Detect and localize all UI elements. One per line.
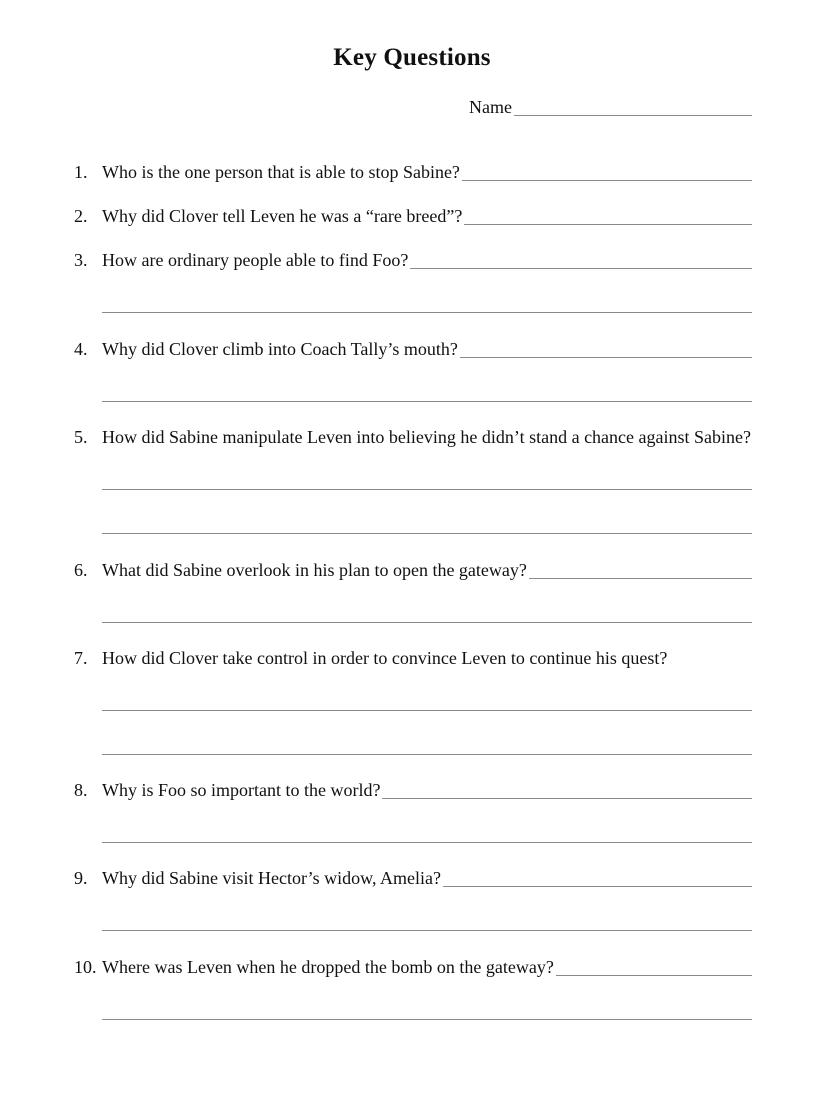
- answer-line[interactable]: [102, 842, 752, 843]
- question-10: [74, 956, 752, 978]
- question-number: 10.: [74, 957, 97, 977]
- question-9: [74, 867, 752, 889]
- question-4: [74, 338, 752, 360]
- answer-line[interactable]: [556, 975, 752, 976]
- question-7: [74, 647, 752, 669]
- answer-line[interactable]: [102, 930, 752, 931]
- question-number: 1.: [74, 162, 88, 182]
- answer-line[interactable]: [102, 489, 752, 490]
- question-text: How did Clover take control in order to convince Leven to continue his quest?: [102, 648, 668, 668]
- answer-line[interactable]: [102, 754, 752, 755]
- question-number: 7.: [74, 648, 88, 668]
- question-number: 2.: [74, 206, 88, 226]
- page-title: Key Questions: [333, 44, 491, 71]
- answer-line[interactable]: [102, 710, 752, 711]
- answer-line[interactable]: [529, 578, 752, 579]
- question-text: What did Sabine overlook in his plan to open the gateway?: [102, 560, 527, 580]
- answer-line[interactable]: [102, 533, 752, 534]
- answer-line[interactable]: [102, 401, 752, 402]
- question-number: 6.: [74, 560, 88, 580]
- question-text: How did Sabine manipulate Leven into believing he didn’t stand a chance against Sabine?: [102, 427, 751, 447]
- question-number: 3.: [74, 250, 88, 270]
- answer-line[interactable]: [462, 180, 752, 181]
- question-1: [74, 161, 752, 183]
- answer-line[interactable]: [460, 357, 752, 358]
- question-5: [74, 426, 752, 448]
- question-number: 8.: [74, 780, 88, 800]
- answer-line[interactable]: [464, 224, 752, 225]
- question-8: [74, 779, 752, 801]
- question-text: Why did Clover tell Leven he was a “rare breed”?: [102, 206, 463, 226]
- question-number: 9.: [74, 868, 88, 888]
- answer-line[interactable]: [443, 886, 752, 887]
- name-line[interactable]: [514, 115, 752, 116]
- question-text: Why is Foo so important to the world?: [102, 780, 381, 800]
- question-3: [74, 249, 752, 271]
- question-2: [74, 205, 752, 227]
- question-number: 5.: [74, 427, 88, 447]
- name-label: Name: [469, 97, 512, 117]
- answer-line[interactable]: [102, 622, 752, 623]
- question-text: Where was Leven when he dropped the bomb on the gateway?: [102, 957, 554, 977]
- answer-line[interactable]: [382, 798, 752, 799]
- answer-line[interactable]: [102, 312, 752, 313]
- question-number: 4.: [74, 339, 88, 359]
- answer-line[interactable]: [410, 268, 752, 269]
- question-text: Who is the one person that is able to stop Sabine?: [102, 162, 460, 182]
- question-text: Why did Clover climb into Coach Tally’s mouth?: [102, 339, 458, 359]
- question-text: How are ordinary people able to find Foo?: [102, 250, 409, 270]
- answer-line[interactable]: [102, 1019, 752, 1020]
- question-6: [74, 559, 752, 581]
- name-field[interactable]: [469, 96, 752, 118]
- question-text: Why did Sabine visit Hector’s widow, Amelia?: [102, 868, 441, 888]
